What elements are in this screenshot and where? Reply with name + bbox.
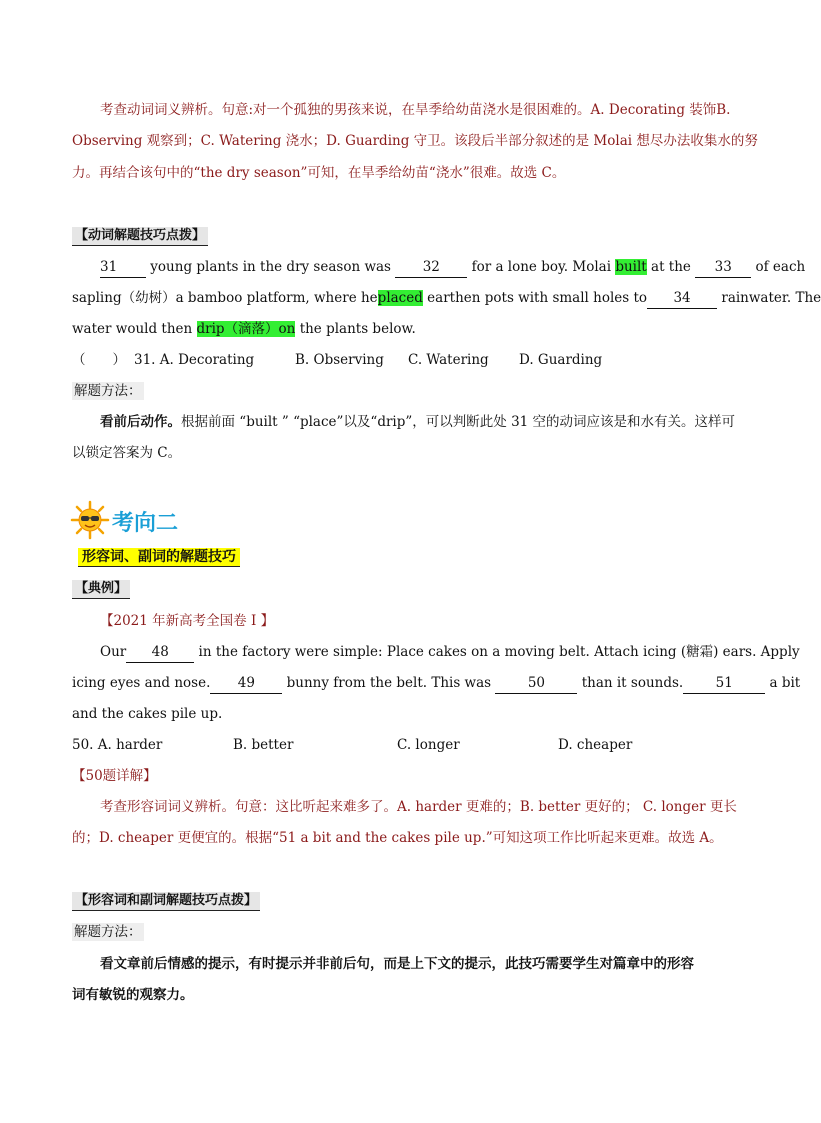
- method-label-2: 解题方法：: [74, 924, 142, 940]
- detail-header: 【50题详解】: [72, 768, 157, 784]
- blank-50: 50: [495, 673, 577, 694]
- section-title-kaoxiang-2: 考向二: [112, 511, 179, 536]
- blank-48: 48: [126, 642, 194, 663]
- question-50-option-c: C. longer: [397, 737, 460, 753]
- adj-method-line-1: 看文章前后情感的提示，有时提示并非前后句，而是上下文的提示，此技巧需要学生对篇章中的形容: [100, 956, 694, 972]
- highlight-drip: drip（滴落）on: [196, 321, 296, 337]
- method-bold: 看前后动作。: [100, 414, 181, 430]
- passage-text: icing eyes and nose.: [72, 675, 211, 691]
- sun-icon: [70, 500, 110, 540]
- example-line-2: [72, 673, 800, 694]
- passage-line-2: [72, 288, 821, 309]
- method-label-1: 解题方法：: [74, 383, 142, 399]
- passage-text: of each: [755, 259, 806, 275]
- blank-34: 34: [647, 288, 717, 309]
- passage-text: young plants in the dry season was: [150, 259, 391, 275]
- passage-text: than it sounds.: [581, 675, 684, 691]
- example-line-1: [100, 642, 800, 663]
- method-text: 根据前面 “built ” “place”以及“drip”，可以判断此处 31 空的动词应该是和水有关。这样可: [181, 414, 736, 430]
- example-header: 【典例】: [72, 580, 130, 599]
- question-31-option-d: D. Guarding: [519, 352, 603, 368]
- question-31-option-c: C. Watering: [408, 352, 489, 368]
- verb-tips-header: 【动词解题技巧点拨】: [72, 227, 208, 246]
- passage-text: bunny from the belt. This was: [286, 675, 492, 691]
- method-line-1: [100, 412, 735, 432]
- analysis-line-1-text: 考查动词词义辨析。句意:对一个孤独的男孩来说，在旱季给幼苗浇水是很困难的。A. Decorating 装饰: [100, 102, 717, 118]
- blank-31: 31: [100, 257, 146, 278]
- detail-line-1: 考查形容词词义辨析。句意：这比听起来难多了。A. harder 更难的；B. better 更好的； C. longer 更长: [100, 799, 737, 815]
- question-50-option-d: D. cheaper: [558, 737, 633, 753]
- passage-text: Our: [100, 644, 127, 660]
- passage-line-1: [100, 257, 805, 278]
- blank-49: 49: [210, 673, 282, 694]
- example-source: 【2021 年新高考全国卷 I 】: [100, 613, 275, 629]
- question-50-option-a: 50. A. harder: [72, 737, 163, 753]
- passage-text: rainwater. The: [721, 290, 821, 306]
- question-31-paren: （ ）: [72, 352, 126, 368]
- analysis-line-2: Observing 观察到；C. Watering 浇水；D. Guarding 守卫。该段后半部分叙述的是 Molai 想尽办法收集水的努: [72, 133, 758, 149]
- method-line-2: 以锁定答案为 C。: [72, 445, 182, 461]
- passage-line-3: [72, 319, 416, 339]
- passage-text: the plants below.: [299, 321, 416, 337]
- detail-line-2: 的；D. cheaper 更便宜的。根据“51 a bit and the cakes pile up.”可知这项工作比听起来更难。故选 A。: [72, 830, 723, 846]
- passage-text: earthen pots with small holes to: [427, 290, 648, 306]
- example-line-3: and the cakes pile up.: [72, 706, 223, 722]
- highlight-built: built: [615, 259, 647, 275]
- adj-adv-tips-header: 【形容词和副词解题技巧点拨】: [72, 892, 260, 911]
- analysis-line-1: [100, 100, 730, 120]
- analysis-line-1-tail: B.: [716, 102, 731, 118]
- blank-51: 51: [683, 673, 765, 694]
- blank-32: 32: [395, 257, 467, 278]
- passage-text: sapling（幼树）a bamboo platform, where he: [72, 290, 378, 306]
- passage-text: at the: [651, 259, 691, 275]
- passage-text: water would then: [72, 321, 193, 337]
- passage-text: for a lone boy. Molai: [471, 259, 612, 275]
- analysis-line-3: 力。再结合该句中的“the dry season”可知，在旱季给幼苗“浇水”很难。故选 C。: [72, 165, 566, 181]
- blank-33: 33: [695, 257, 751, 278]
- passage-text: in the factory were simple: Place cakes on a moving belt. Attach icing (糖霜) ears. Apply: [198, 644, 800, 660]
- highlight-placed: placed: [377, 290, 423, 306]
- passage-text: a bit: [769, 675, 801, 691]
- question-50-option-b: B. better: [233, 737, 294, 753]
- question-31-option-b: B. Observing: [295, 352, 384, 368]
- adj-method-line-2: 词有敏锐的观察力。: [72, 987, 194, 1003]
- adj-adv-subtitle: 形容词、副词的解题技巧: [78, 548, 240, 567]
- question-31-option-a: 31. A. Decorating: [134, 352, 255, 368]
